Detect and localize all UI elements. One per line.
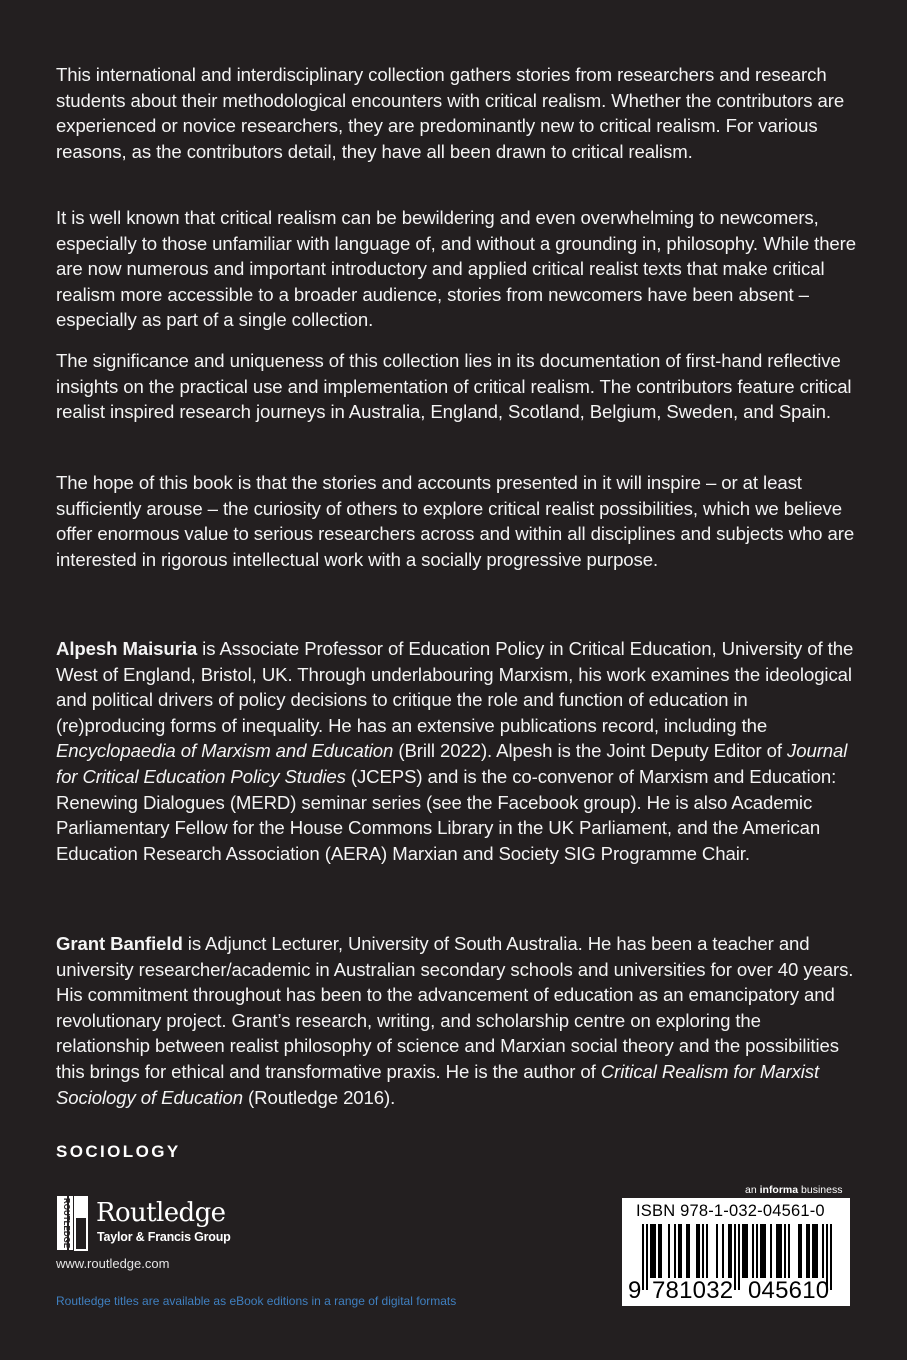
barcode-bar	[650, 1224, 652, 1278]
barcode-bar	[788, 1224, 790, 1278]
bio-text: (JCEPS) and is the co-convenor of Marxism and Education: Renewing Dialogues (MERD) seminar series (see the Facebook group). He is also Academic Parliamentary Fellow for the House Commons Library in the UK Parliament, and the American Education Research Association (AERA) Marxian and Society SIG Programme Chair.	[56, 765, 837, 864]
barcode-bar	[762, 1224, 764, 1278]
barcode-lead-digit: 9	[628, 1277, 642, 1304]
informa-business	[745, 1184, 842, 1196]
author-bio-banfield	[56, 931, 856, 1110]
barcode-bar	[674, 1224, 676, 1278]
barcode-bar	[808, 1224, 810, 1278]
barcode-bar	[654, 1224, 656, 1278]
informa-prefix: an	[745, 1184, 760, 1196]
barcode-bar	[722, 1224, 724, 1278]
book-title: Critical Realism for Marxist Sociology of Education	[56, 1060, 820, 1108]
publisher-group: Taylor & Francis Group	[97, 1230, 231, 1244]
bio-text: (Routledge 2016).	[242, 1086, 396, 1108]
barcode-bar	[746, 1224, 748, 1278]
description-paragraph-1	[56, 62, 856, 164]
barcode-bar	[830, 1224, 832, 1290]
barcode-bar	[660, 1224, 662, 1278]
informa-brand: informa	[759, 1184, 799, 1196]
description-text: It is well known that critical realism can be bewildering and even overwhelming to newcomers, especially to those unfamiliar with language of, and without a grounding in, philosophy. While there are now numerous and important introductory and applied critical realist texts that make critical realism more accessible to a broader audience, stories from newcomers have been absent – especially as part of a single collection.	[56, 207, 857, 331]
author-name: Grant Banfield	[56, 933, 183, 954]
barcode-bar	[816, 1224, 818, 1278]
description-paragraph-2	[56, 205, 856, 333]
barcode-bar	[764, 1224, 766, 1278]
barcode-bar	[728, 1224, 730, 1278]
informa-suffix: business	[798, 1184, 843, 1196]
barcode-bar	[730, 1224, 732, 1278]
bio-text: (Brill 2022). Alpesh is the Joint Deputy Editor of	[393, 740, 788, 762]
barcode-bar	[752, 1224, 754, 1278]
barcode-bar	[776, 1224, 778, 1278]
isbn-label: ISBN 978-1-032-04561-0	[636, 1202, 825, 1220]
description-text: The significance and uniqueness of this collection lies in its documentation of first-hand reflective insights on the practical use and implementation of critical realism. The contributors feature critical realist inspired research journeys in Australia, England, Scotland, Belgium, Sweden, and Spain.	[56, 350, 852, 423]
barcode-right-digits: 045610	[748, 1277, 830, 1304]
description-paragraph-4	[56, 470, 856, 572]
barcode-bar	[678, 1224, 680, 1278]
bio-text: is Associate Professor of Education Policy in Critical Education, University of the West of England, Bristol, UK. Through underlabouring Marxism, his work examines the ideological and political drivers of policy decisions to critique the role and function of education in (re)producing forms of inequality. He has an extensive publications record, including the	[56, 638, 854, 736]
barcode-bar	[742, 1224, 744, 1278]
barcode-bar	[646, 1224, 648, 1290]
barcode-bar	[702, 1224, 704, 1278]
barcode-bar	[658, 1224, 660, 1278]
barcode-bar	[770, 1224, 772, 1278]
barcode-bar	[744, 1224, 746, 1278]
description-text: The hope of this book is that the stories and accounts presented in it will inspire – or at least sufficiently arouse – the curiosity of others to explore critical realist possibilities, which we believe offer enormous value to serious researchers across and within all disciplines and subjects who are interested in rigorous intellectual work with a socially progressive purpose.	[56, 472, 855, 570]
barcode-bar	[686, 1224, 688, 1278]
ebook-note: Routledge titles are available as eBook editions in a range of digital formats	[56, 1294, 457, 1308]
barcode-bar	[652, 1224, 654, 1278]
barcode-bar	[800, 1224, 802, 1278]
barcode-bar	[806, 1224, 808, 1278]
barcode-bar	[716, 1224, 718, 1278]
barcode-bar	[642, 1224, 644, 1290]
barcode-bar	[668, 1224, 670, 1278]
barcode-bar	[698, 1224, 700, 1278]
description-paragraph-3	[56, 348, 856, 425]
barcode-bar	[812, 1224, 814, 1278]
journal-title: Journal for Critical Education Policy Studies	[56, 740, 848, 787]
book-title: Encyclopaedia of Marxism and Education	[56, 740, 394, 762]
barcode-bar	[798, 1224, 800, 1278]
barcode-bar	[784, 1224, 786, 1278]
barcode-bar	[814, 1224, 816, 1278]
barcode-bar	[780, 1224, 782, 1278]
barcode-bar	[680, 1224, 682, 1278]
routledge-logo-icon	[56, 1196, 90, 1252]
logo-vertical-text: ROUTLEDGE	[62, 1198, 71, 1249]
description-text: This international and interdisciplinary collection gathers stories from researchers and research students about their methodological encounters with critical realism. Whether the contributors are experienced or novice researchers, they are predominantly new to critical realism. For various reasons, as the contributors detail, they have all been drawn to critical realism.	[56, 64, 845, 162]
author-bio-maisuria	[56, 636, 856, 866]
barcode-bar	[756, 1224, 758, 1278]
barcode-bar	[688, 1224, 690, 1278]
bio-text: is Adjunct Lecturer, University of South Australia. He has been a teacher and university researcher/academic in Australian secondary schools and universities for over 40 years. His commitment throughout has been to the advancement of education as an emancipatory and revolutionary project. Grant’s research, writing, and scholarship centre on exploring the relationship between realist philosophy of science and Marxian social theory and the possibilities this brings for ethical and transformative praxis. He is the author of	[56, 933, 854, 1082]
barcode-left-digits: 781032	[652, 1277, 734, 1304]
barcode-bar	[760, 1224, 762, 1278]
barcode-bar	[696, 1224, 698, 1278]
publisher-website[interactable]: www.routledge.com	[56, 1256, 170, 1271]
barcode-bar	[778, 1224, 780, 1278]
publisher-name: Routledge	[96, 1198, 226, 1228]
subject-category: SOCIOLOGY	[56, 1142, 181, 1161]
barcode-bar	[822, 1224, 824, 1278]
barcode-bar	[738, 1224, 740, 1290]
author-name: Alpesh Maisuria	[56, 638, 198, 659]
isbn-barcode	[622, 1198, 850, 1306]
barcode-bar	[734, 1224, 736, 1290]
barcode-bar	[706, 1224, 708, 1278]
